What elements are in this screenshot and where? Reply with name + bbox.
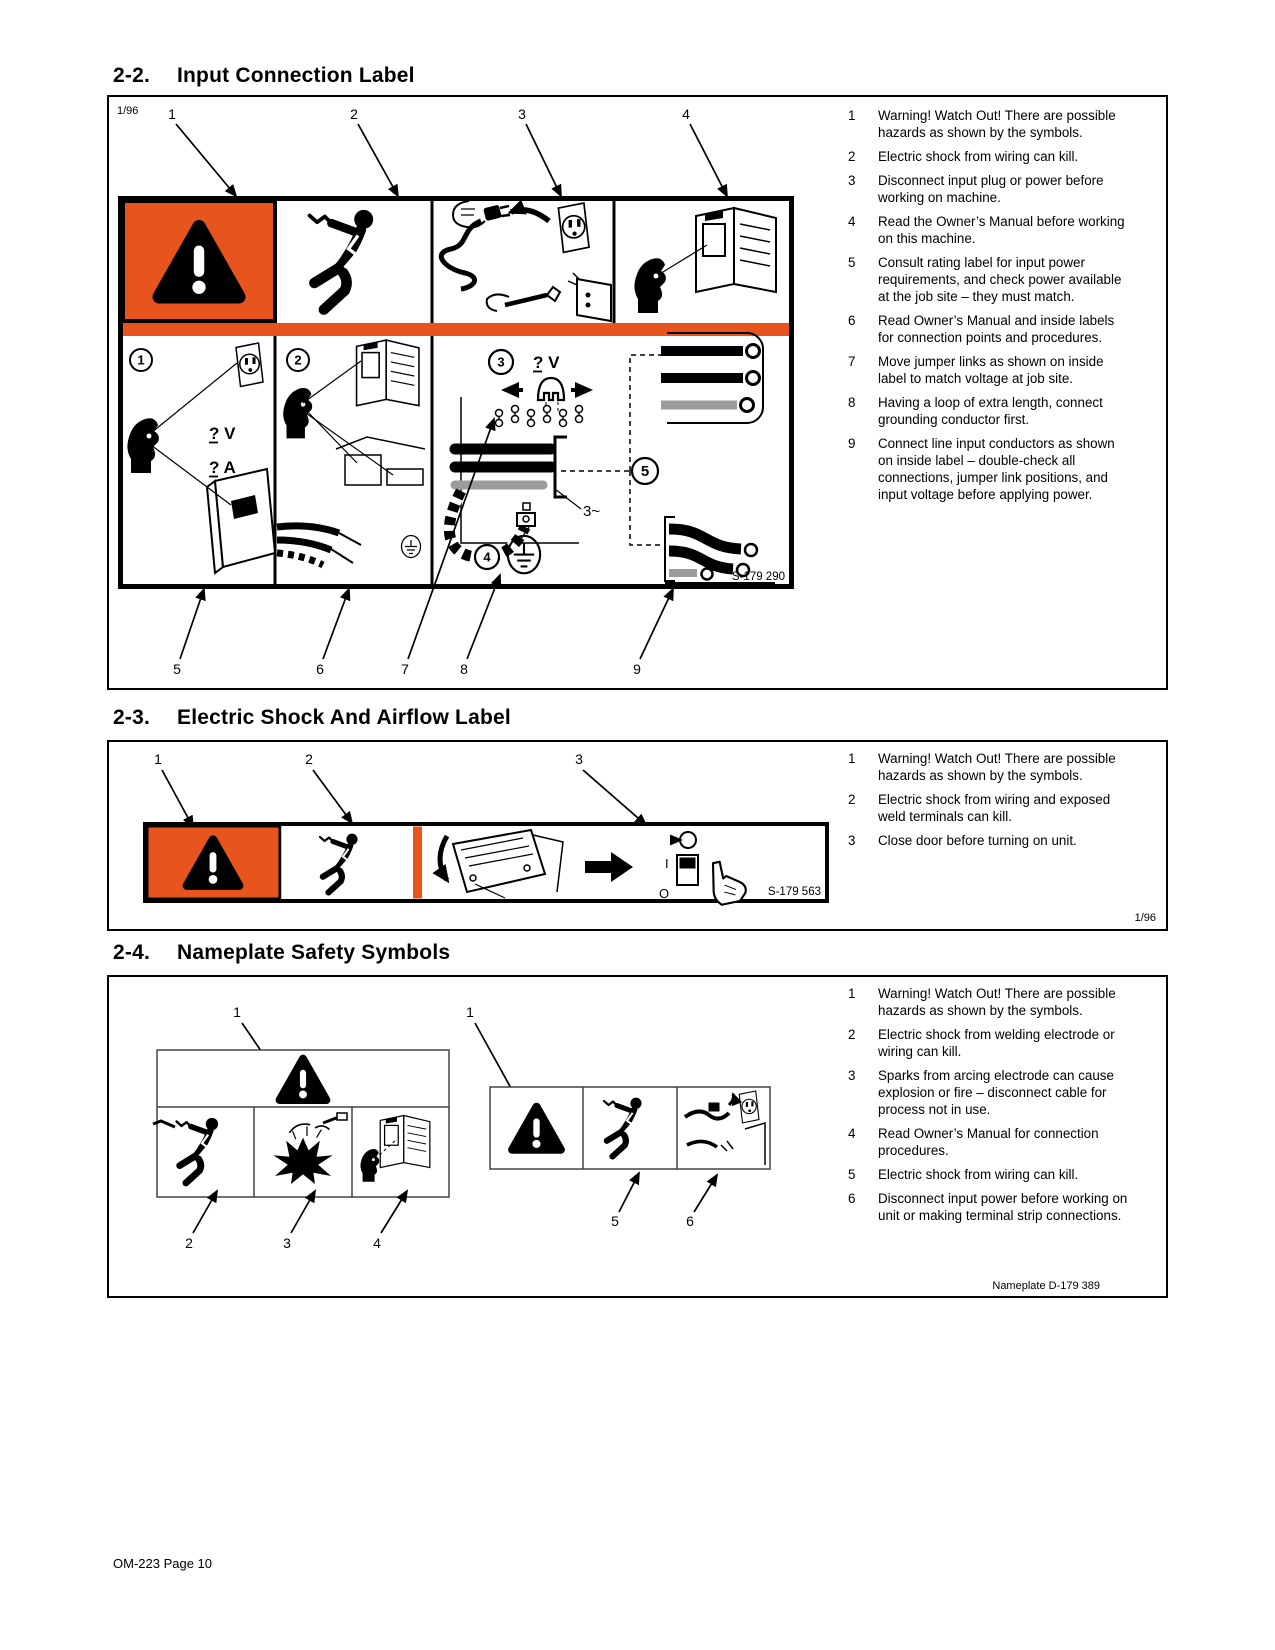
callout-number: 1 — [168, 106, 176, 122]
callout-number: 1 — [233, 1004, 241, 1020]
legend-item — [848, 312, 1130, 346]
legend-item-text: Move jumper links as shown on inside label to match voltage at job site. — [878, 354, 1104, 387]
legend-item-number: 2 — [848, 1027, 856, 1043]
callout-number: 3 — [283, 1235, 291, 1251]
page-footer: OM-223 Page 10 — [113, 1556, 213, 1571]
legend-item — [848, 1166, 1130, 1183]
callout-arrow — [694, 1175, 717, 1212]
panel-marker: 4 — [483, 549, 491, 565]
legend-item — [848, 1067, 1130, 1118]
label-part-number: S-179 563 — [767, 886, 821, 898]
volts-question: ? V — [533, 353, 560, 372]
section-2-2-heading — [113, 64, 415, 88]
callout-arrow — [583, 770, 646, 825]
callout-arrow — [176, 124, 236, 196]
panel-marker: 2 — [294, 352, 302, 368]
legend-item — [848, 985, 1130, 1019]
legend-item — [848, 353, 1130, 387]
legend-item-number: 3 — [848, 833, 856, 849]
panel-marker: 5 — [640, 463, 650, 480]
legend-item-text: Electric shock from welding electrode or wiring can kill. — [878, 1027, 1115, 1060]
callout-number: 5 — [173, 661, 181, 677]
callout-number: 6 — [686, 1213, 694, 1229]
amps-question: ? A — [209, 458, 236, 477]
legend-item — [848, 1190, 1130, 1224]
callout-arrow — [640, 589, 673, 659]
callout-arrow — [526, 124, 561, 196]
callout-number: 2 — [350, 106, 358, 122]
section-2-3-number: 2-3. — [113, 706, 150, 729]
legend-item-number: 1 — [848, 751, 856, 766]
legend-item-text: Electric shock from wiring can kill. — [878, 149, 1079, 165]
legend-item-text: Having a loop of extra length, connect grounding conductor first. — [878, 395, 1103, 428]
callout-number: 5 — [611, 1213, 619, 1229]
panel-marker: 1 — [137, 352, 145, 368]
legend-item-number: 9 — [848, 436, 856, 452]
legend-item-number: 3 — [848, 173, 856, 189]
callout-number: 2 — [185, 1235, 193, 1251]
callout-number: 1 — [466, 1004, 474, 1020]
legend-2-3 — [848, 750, 1130, 856]
legend-item — [848, 1026, 1130, 1060]
legend-item-text: Disconnect input plug or power before working on machine. — [878, 173, 1104, 206]
legend-item-number: 6 — [848, 1191, 856, 1207]
legend-item-text: Connect line input conductors as shown on inside label – double-check all connections, jumper link positions, and input voltage before applying power. — [878, 436, 1115, 503]
legend-2-2 — [848, 107, 1130, 510]
callout-arrow — [619, 1173, 639, 1212]
legend-item-text: Close door before turning on unit. — [878, 833, 1077, 849]
legend-item-text: Electric shock from wiring and exposed weld terminals can kill. — [878, 792, 1111, 825]
legend-item — [848, 394, 1130, 428]
legend-item-number: 1 — [848, 986, 856, 1001]
callout-number: 9 — [633, 661, 641, 677]
legend-item-number: 2 — [848, 792, 856, 808]
panel-marker: 3 — [497, 354, 505, 370]
electric-shock-airflow-label-diagram — [109, 742, 849, 929]
callout-arrow — [162, 770, 193, 827]
legend-item — [848, 213, 1130, 247]
legend-item-text: Disconnect input power before working on unit or making terminal strip connections. — [878, 1191, 1128, 1224]
section-2-3-panel — [107, 740, 1168, 931]
callout-number: 6 — [316, 661, 324, 677]
legend-item-number: 2 — [848, 149, 856, 165]
callout-number: 3 — [575, 751, 583, 767]
ground-clamp — [517, 513, 535, 526]
legend-item-number: 6 — [848, 313, 856, 329]
legend-item — [848, 172, 1130, 206]
callout-arrow — [180, 589, 204, 659]
callout-number: 3 — [518, 106, 526, 122]
legend-item-text: Read the Owner’s Manual before working on this machine. — [878, 214, 1125, 247]
orange-divider-bar — [123, 323, 789, 336]
input-connection-label-diagram — [109, 97, 849, 682]
legend-item-text: Read Owner’s Manual for connection procedures. — [878, 1126, 1099, 1159]
legend-item — [848, 750, 1130, 784]
label-part-number: S-179 290 — [731, 571, 785, 583]
switch-on-label: I — [665, 856, 669, 871]
section-2-3-title: Electric Shock And Airflow Label — [177, 706, 511, 729]
legend-item — [848, 435, 1130, 503]
phase-text: 3~ — [583, 503, 601, 520]
legend-item-text: Warning! Watch Out! There are possible hazards as shown by the symbols. — [878, 751, 1116, 784]
legend-item — [848, 107, 1130, 141]
nameplate-safety-symbols-diagram — [109, 977, 849, 1296]
callout-number: 4 — [373, 1235, 381, 1251]
legend-item-number: 5 — [848, 255, 856, 271]
legend-item-number: 4 — [848, 214, 856, 230]
legend-item-text: Read Owner’s Manual and inside labels for connection points and procedures. — [878, 313, 1115, 346]
revision-mark: 1/96 — [1134, 912, 1156, 924]
legend-item-text: Warning! Watch Out! There are possible hazards as shown by the symbols. — [878, 986, 1116, 1019]
legend-item — [848, 791, 1130, 825]
legend-item-number: 1 — [848, 108, 856, 123]
section-2-4-panel — [107, 975, 1168, 1298]
section-2-2-title: Input Connection Label — [177, 64, 415, 87]
legend-item-text: Warning! Watch Out! There are possible hazards as shown by the symbols. — [878, 108, 1116, 141]
orange-divider-bar — [413, 827, 422, 899]
terminal-block-icon — [661, 333, 763, 423]
section-2-2-number: 2-2. — [113, 64, 150, 87]
callout-number: 8 — [460, 661, 468, 677]
section-2-4-number: 2-4. — [113, 941, 150, 964]
nameplate-right — [490, 1087, 770, 1169]
legend-item-number: 3 — [848, 1068, 856, 1084]
section-2-4-heading — [113, 941, 450, 965]
legend-item-text: Electric shock from wiring can kill. — [878, 1167, 1079, 1183]
callout-arrow — [323, 589, 349, 659]
nameplate-left — [153, 1050, 449, 1197]
callout-number: 4 — [682, 106, 690, 122]
volts-question: ? V — [209, 424, 236, 443]
legend-item-number: 7 — [848, 354, 856, 370]
callout-number: 2 — [305, 751, 313, 767]
nameplate-part-number: Nameplate D-179 389 — [992, 1280, 1100, 1292]
callout-arrow — [690, 124, 727, 196]
revision-mark: 1/96 — [117, 105, 139, 117]
callout-arrow — [358, 124, 398, 196]
legend-item — [848, 148, 1130, 165]
legend-2-4 — [848, 985, 1130, 1231]
legend-item-text: Sparks from arcing electrode can cause explosion or fire – disconnect cable for process not in use. — [878, 1068, 1114, 1118]
legend-item-number: 4 — [848, 1126, 856, 1142]
legend-item-text: Consult rating label for input power requirements, and check power available at the job site – they must match. — [878, 255, 1122, 305]
legend-item — [848, 832, 1130, 849]
callout-number: 7 — [401, 661, 409, 677]
callout-arrow — [313, 770, 352, 823]
section-2-4-title: Nameplate Safety Symbols — [177, 941, 451, 964]
callout-number: 1 — [154, 751, 162, 767]
legend-item-number: 5 — [848, 1167, 856, 1183]
legend-item-number: 8 — [848, 395, 856, 411]
switch-off-label: O — [659, 886, 670, 901]
legend-item — [848, 254, 1130, 305]
legend-item — [848, 1125, 1130, 1159]
section-2-3-heading — [113, 706, 511, 730]
section-2-2-panel — [107, 95, 1168, 690]
